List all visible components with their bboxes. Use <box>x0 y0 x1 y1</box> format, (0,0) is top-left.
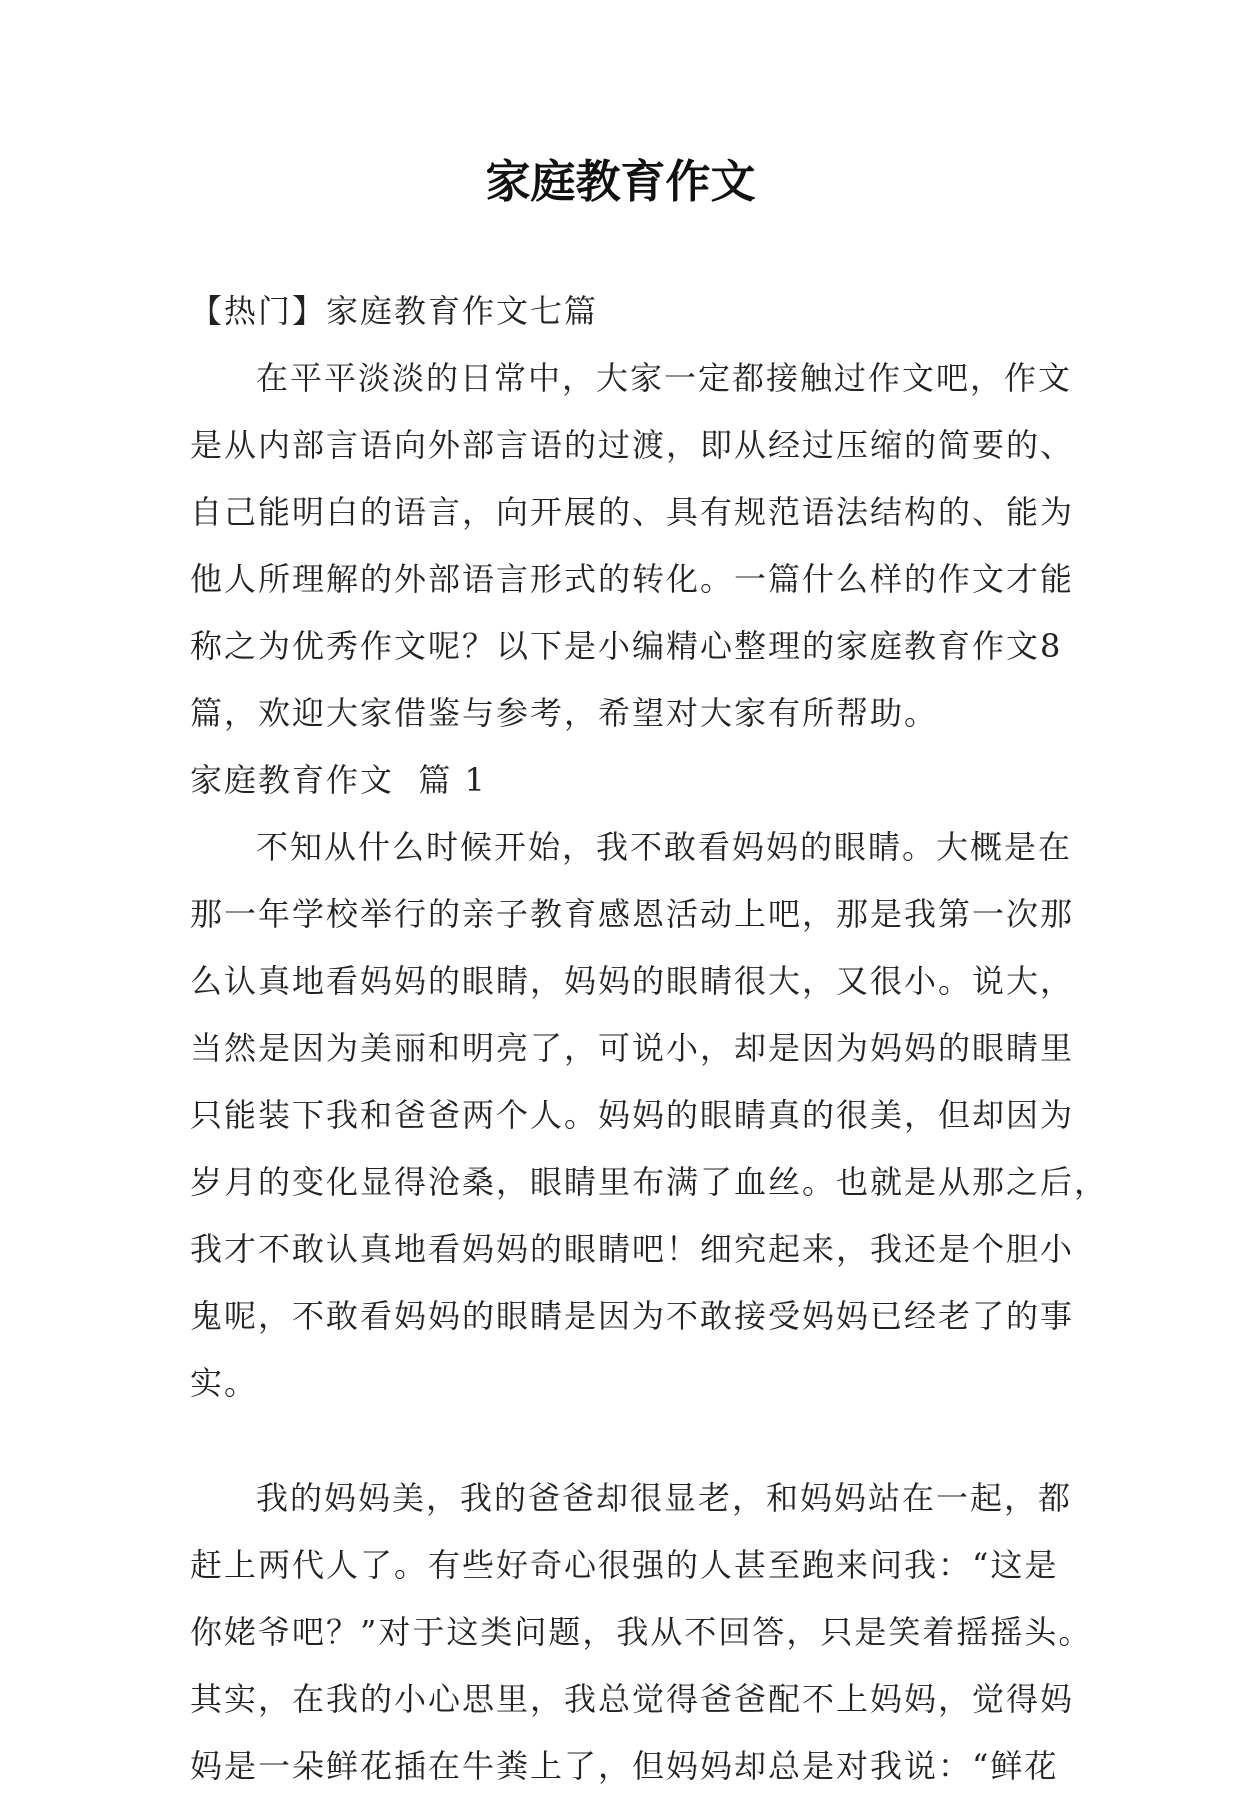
text-line: 你姥爷吧？”对于这类问题，我从不回答，只是笑着摇摇头。 <box>190 1613 1093 1651</box>
document-body <box>190 278 1109 1800</box>
text-line: 我的妈妈美，我的爸爸却很显老，和妈妈站在一起，都 <box>256 1479 1073 1517</box>
text-line: 赶上两代人了。有些好奇心很强的人甚至跑来问我：“这是 <box>190 1546 1059 1584</box>
text-line: 只能装下我和爸爸两个人。妈妈的眼睛真的很美，但却因为 <box>190 1096 1075 1134</box>
text-line: 在平平淡淡的日常中，大家一定都接触过作文吧，作文 <box>256 359 1073 397</box>
text-line: 当然是因为美丽和明亮了，可说小，却是因为妈妈的眼睛里 <box>190 1029 1075 1067</box>
text-line: 不知从什么时候开始，我不敢看妈妈的眼睛。大概是在 <box>256 828 1073 866</box>
page-title: 家庭教育作文 <box>485 155 756 208</box>
intro-paragraph <box>190 345 1075 747</box>
text-line: 是从内部言语向外部言语的过渡，即从经过压缩的简要的、 <box>190 426 1075 464</box>
text-line: 我才不敢认真地看妈妈的眼睛吧！细究起来，我还是个胆小 <box>190 1230 1075 1268</box>
text-line: 那一年学校举行的亲子教育感恩活动上吧，那是我第一次那 <box>190 895 1075 933</box>
text-line: 岁月的变化显得沧桑，眼睛里布满了血丝。也就是从那之后， <box>190 1163 1109 1201</box>
text-line: 妈是一朵鲜花插在牛粪上了，但妈妈却总是对我说：“鲜花 <box>190 1747 1059 1785</box>
subtitle: 【热门】家庭教育作文七篇 <box>190 292 599 330</box>
text-line: 鬼呢，不敢看妈妈的眼睛是因为不敢接受妈妈已经老了的事 <box>190 1297 1075 1335</box>
text-line: 自己能明白的语言，向开展的、具有规范语法结构的、能为 <box>190 493 1075 531</box>
text-line: 其实，在我的小心思里，我总觉得爸爸配不上妈妈，觉得妈 <box>190 1680 1075 1718</box>
text-line: 实。 <box>190 1364 259 1402</box>
paragraph-2 <box>190 1465 1093 1800</box>
text-line: 称之为优秀作文呢？以下是小编精心整理的家庭教育作文8 <box>190 627 1063 665</box>
section-heading: 家庭教育作文 篇 1 <box>190 761 487 799</box>
paragraph-spacer <box>190 1417 1065 1465</box>
text-line: 么认真地看妈妈的眼睛，妈妈的眼睛很大，又很小。说大， <box>190 962 1075 1000</box>
paragraph-1 <box>190 814 1109 1417</box>
text-line: 篇，欢迎大家借鉴与参考，希望对大家有所帮助。 <box>190 694 939 732</box>
text-line: 他人所理解的外部语言形式的转化。一篇什么样的作文才能 <box>190 560 1075 598</box>
